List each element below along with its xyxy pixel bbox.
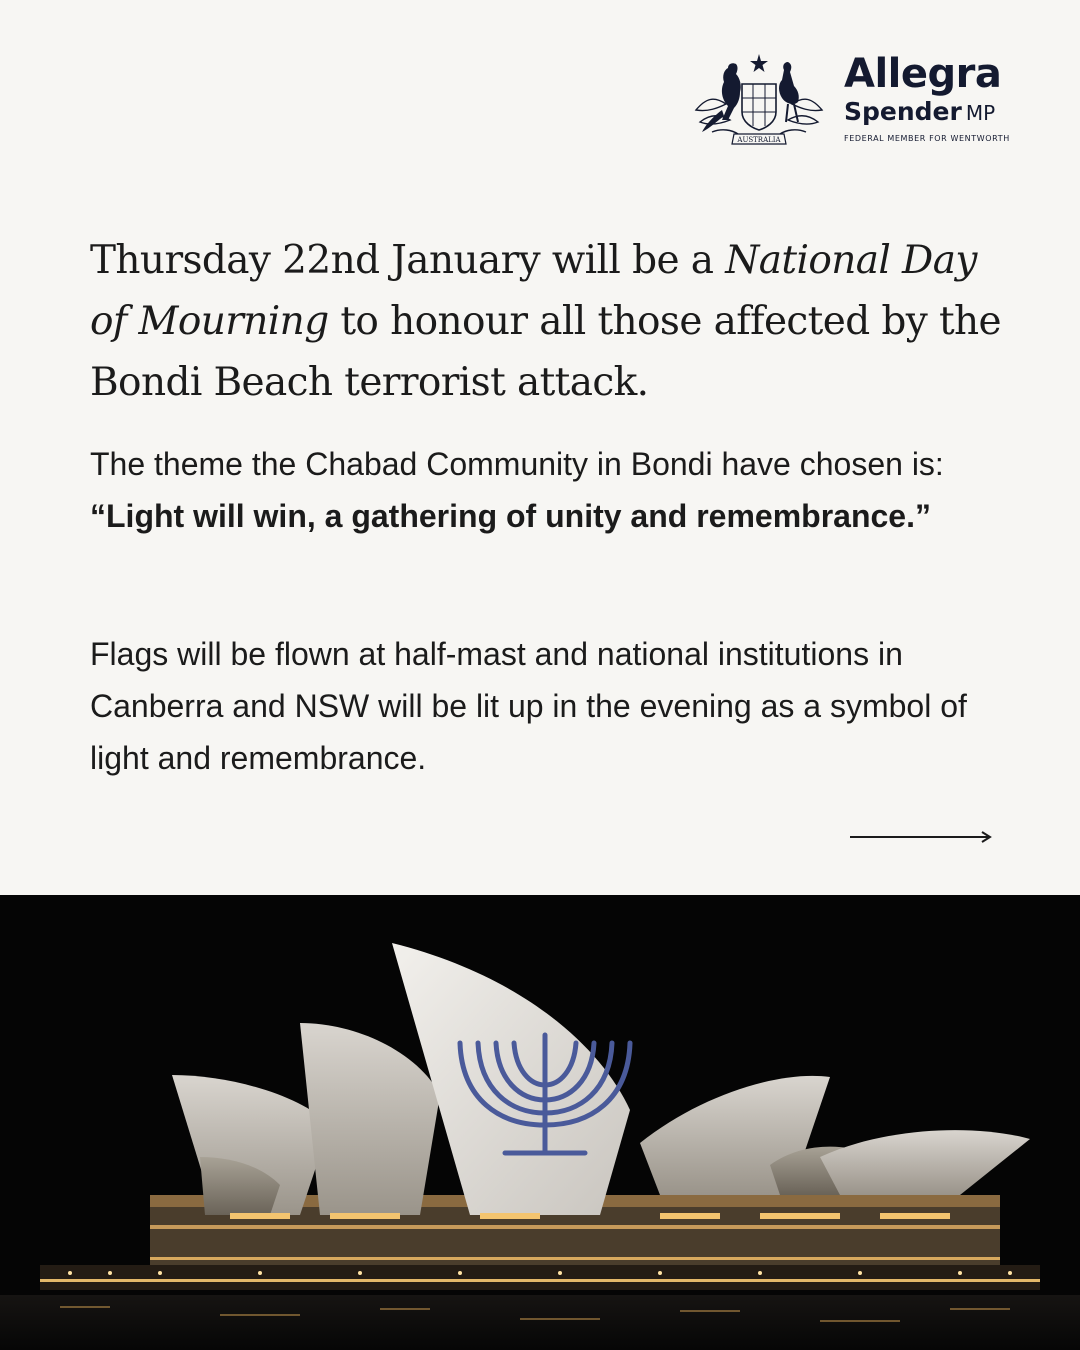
flags-paragraph: Flags will be flown at half-mast and national institutions in Canberra and NSW will be lit up in the evening as a symbol of light and remembrance. (90, 636, 967, 776)
crest-ribbon-text: AUSTRALIA (737, 136, 781, 144)
australian-coat-of-arms-icon (692, 50, 826, 150)
brand-second-row (844, 96, 1022, 132)
theme-quote: “Light will win, a gathering of unity and remembrance.” (90, 498, 931, 534)
opera-house-illustration (0, 895, 1080, 1350)
brand-title: MP (965, 101, 996, 125)
brand-first-name: Allegra (844, 51, 1002, 97)
brand-header (692, 50, 1022, 150)
brand-subtitle: FEDERAL MEMBER FOR WENTWORTH (844, 134, 1010, 143)
brand-last-name: Spender (844, 97, 962, 126)
theme-intro: The theme the Chabad Community in Bondi have chosen is: (90, 446, 944, 482)
arrow-right-icon[interactable] (848, 826, 994, 848)
headline-emphasis: National Day of Mourning (90, 238, 977, 344)
headline (90, 230, 1010, 413)
theme-paragraph (90, 438, 1000, 542)
headline-part1: Thursday 22nd January will be a (90, 238, 726, 283)
headline-part2: to honour all those affected by the Bondi Beach terrorist attack. (90, 299, 1002, 405)
brand-wordmark (844, 51, 1022, 143)
opera-house-photo (0, 895, 1080, 1350)
